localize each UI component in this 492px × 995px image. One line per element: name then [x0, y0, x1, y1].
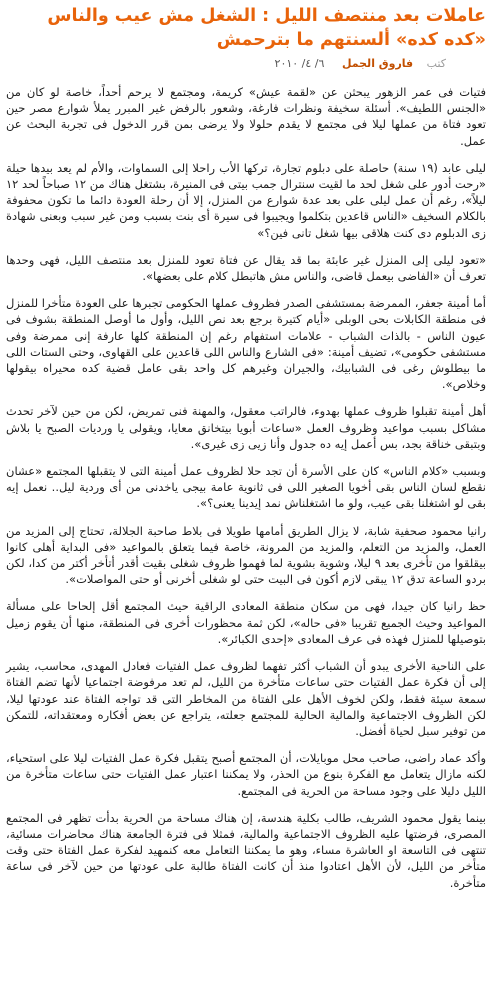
article-paragraph: وأكد عماد راضى، صاحب محل موبايلات، أن المجتمع أصبح يتقبل فكرة عمل الفتيات ليلا على استحياء، لكنه مازال يتعامل مع الفكرة بنوع من الحذر، ولا يمكننا اعتبار عمل الفتيات حتى ساعات متأخرة من الليل دليلا على وجود مساحة من الحرية فى المجتمع.	[6, 751, 486, 798]
article-meta	[6, 56, 486, 72]
publish-date: ٦/ ٤/ ٢٠١٠	[274, 57, 325, 70]
article-paragraph: وبسبب «كلام الناس» كان على الأسرة أن تجد حلا لظروف عمل أمينة التى لا يتقبلها المجتمع «عشان نقطع لسان الناس بقى أخويا الصغير اللى فى ثانوية عامة بيجى ياخدنى من أى وردية ليل.. نعمل إيه بقى لو اشتغلنا بقى عيب، ولو ما اشتغلناش نمد إيدينا يعنى؟».	[6, 464, 486, 511]
article-paragraph: بينما يقول محمود الشريف، طالب بكلية هندسة، إن هناك مساحة من الحرية بدأت تظهر فى المجتمع المصرى، فرضتها عليه الظروف الاجتماعية والمالية، فمثلا فى فترة الجامعة هناك محاضرات مسائية، تنتهى فى التاسعة او العاشرة مساء، وهو ما يمكننا التعامل معه كنمهيد لفكرة عمل الفتاة حتى وقت متأخر من الليل، لأن الأهل اعتادوا منذ أن كانت الفتاة طالبة على عودتها من حين لآخر فى ساعة متأخرة.	[6, 810, 486, 890]
byline-label: كتب	[426, 57, 446, 70]
article-paragraph: حظ رانيا كان جيدا، فهى من سكان منطقة المعادى الراقية حيث المجتمع أقل إلحاحا على مسألة المواعيد وحيث الجميع تقريبا «فى حاله»، لكن ثمة محظورات أخرى فى المنطقة، منها أن يقوم زميل بتوصيلها للمنزل فهذه فى عرف المعادى «إحدى الكبائر».	[6, 599, 486, 646]
article-paragraph: رانيا محمود صحفية شابة، لا يزال الطريق أمامها طويلا فى بلاط صاحبة الجلالة، تحتاج إلى المزيد من العمل، والمزيد من التعلم، والمزيد من المرونة، خاصة فيما يتعلق بالمواعيد «فى البداية أهلى كانوا بيقلقوا من تأخرى بعد ٩ ليلا، وشوية بشوية لما فهموا ظروف شغلى بقيت أقدر أتأخر أكتر من كدا، لكن بردو الساعة تدق ١٢ يبقى لازم أكون فى البيت حتى لو شغلى أخرنى أو حتى المواصلات».	[6, 523, 486, 587]
article-paragraph: فتيات فى عمر الزهور يبحثن عن «لقمة عيش» كريمة، ومجتمع لا يرحم أحداً، خاصة لو كان من «الجنس اللطيف». أسئلة سخيفة ونظرات فارغة، وشعور بالرفض غير المبرر يملأ شوارع مصر حين تعود فتاة من عملها ليلا فى مجتمع لا يقدم حلولا ولا يرضى بمن قرر الدخول فى تجربة البحث عن عمل.	[6, 85, 486, 148]
article-body	[6, 84, 486, 891]
article-title: عاملات بعد منتصف الليل : الشغل مش عيب والناس «كده كده» ألسنتهم ما بترحمش	[47, 6, 486, 50]
article-paragraph: أهل أمينة تقبلوا ظروف عملها بهدوء، فالراتب معقول، والمهنة فنى تمريض، لكن من حين لآخر تحدث مشاكل بسبب مواعيد وظروف العمل «ساعات أبويا بيتخانق معايا، ويقولى يا ورديات الصبح يا بلاش وبتبقى خناقة بجد، بس أعمل إيه ده جدول وأنا زيى زى غيرى».	[6, 404, 486, 451]
article-paragraph: «تعود ليلى إلى المنزل غير عابئة بما قد يقال عن فتاة تعود للمنزل بعد منتصف الليل، فهى وحدها تعرف أن «الفاضى بيعمل قاضى، والناس مش هاتبطل كلام على بعضها».	[6, 252, 486, 284]
article-paragraph: على الناحية الأخرى يبدو أن الشباب أكثر تفهما لظروف عمل الفتيات فعادل المهدى، محاسب، يشير إلى أن فكرة عمل الفتيات حتى ساعات متأخرة من الليل، لم تعد مرفوضة اجتماعيا لأنها تضم الفتاة سمعة سيئة فقط، ولكن لخوف الأهل على الفتاة من المخاطر التى قد تواجه الفتاة عند عودتها ليلا، لكن الظروف الاجتماعية والمالية الحالية للمجتمع جعلته، يتراجع عن بعض أفكاره ومعتقداته، للتمكن من توفير سبل لحياة أفضل.	[6, 659, 486, 738]
article-paragraph: أما أمينة جعفر، الممرضة بمستشفى الصدر فظروف عملها الحكومى تجبرها على العودة متأخرا للمنزل فى منطقة الكابلات بحى الوبلى «أيام كتيرة برجع بعد نص الليل، وأول ما أوصل المنطقة بشوف فى عيون الناس - بالذات الشباب - علامات استفهام رغم إن المنطقة كلها عارفة إنى ممرضة وفى مستشفى حكومى»، تضيف أمينة: «فى الشارع والناس اللى قاعدين على القهاوى، وحتى الستات اللى ما بيطلوش رغى فى الشبابيك، والجيران وغيرهم كل واحد بقى عامل قضية كده محيراه بيقولها وخلاص».	[6, 296, 486, 392]
article-paragraph: ليلى عابد (١٩ سنة) حاصلة على دبلوم تجارة، تركها الأب راحلا إلى السماوات، والأم لم يعد بيدها حيلة «رحت أدور على شغل لحد ما لقيت سنترال جمب بيتى فى المنيرة، بشتغل هناك من ١٢ صباحاً لحد ١٢ ليلاً»، رغم أن عمل ليلى على بعد عدة شوارع من المنزل، إلا أن رحلة العودة دائما ما تكون محفوفة بالكلام السخيف «الناس قاعدين بتكلموا ويجيبوا فى سيرة أى بنت بسبب ومن غير سبب وبعنى شهادة زى الدبلوم دى كنت هلاقى بيها شغل تانى فين؟»	[6, 160, 486, 240]
author-name[interactable]: فاروق الجمل	[341, 57, 414, 70]
